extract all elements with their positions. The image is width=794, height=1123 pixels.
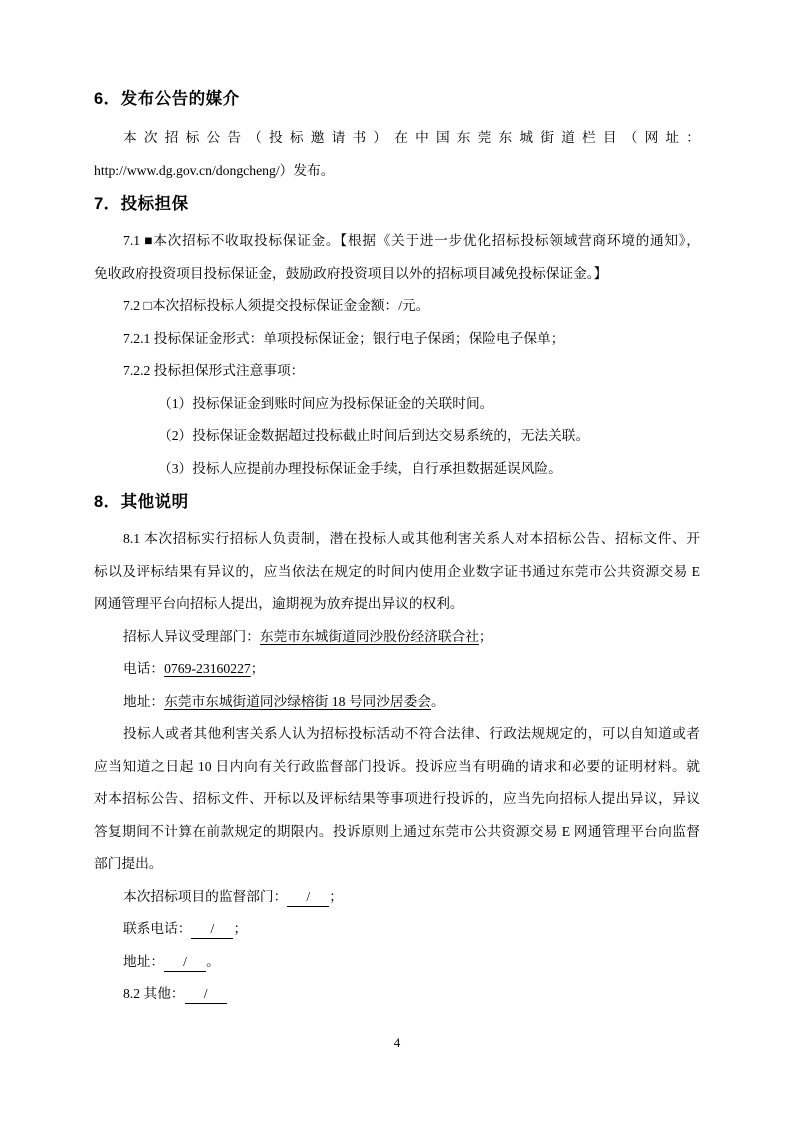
section-8-heading: 8．其他说明 xyxy=(94,493,189,511)
section-6-heading: 6．发布公告的媒介 xyxy=(94,90,240,108)
item-7-2-text: 本次招标投标人须提交投标保证金金额：/元。 xyxy=(151,298,430,313)
address-suffix: 。 xyxy=(431,693,445,709)
address-value: 东莞市东城街道同沙绿榕街 18 号同沙居委会 xyxy=(164,693,431,709)
section-6-paragraph-line-2: http://www.dg.gov.cn/dongcheng/）发布。 xyxy=(94,162,335,178)
phone-suffix: ； xyxy=(250,661,265,676)
supervision-dept-label: 本次招标项目的监督部门： xyxy=(123,888,288,904)
item-8-1-line-2: 标以及评标结果有异议的，应当依法在规定的时间内使用企业数字证书通过东莞市公共资源交易 E xyxy=(94,563,700,579)
phone-value: 0769-23160227 xyxy=(164,661,251,676)
contact-phone-label: 联系电话： xyxy=(123,921,192,936)
checkbox-unchecked-icon: □ xyxy=(143,298,152,313)
note-3-line: （3）投标人应提前办理投标保证金手续，自行承担数据延误风险。 xyxy=(158,460,562,476)
phone-line xyxy=(94,653,700,686)
document-content xyxy=(94,84,700,1011)
item-7-2-2-line: 7.2.2 投标担保形式注意事项： xyxy=(123,363,305,378)
complaint-paragraph-line-3: 对本招标公告、招标文件、开标以及评标结果等事项进行投诉的，应当先向招标人提出异议，异议 xyxy=(94,791,700,806)
item-7-2-1-line: 7.2.1 投标保证金形式：单项投标保证金；银行电子保函；保险电子保单； xyxy=(123,330,565,346)
item-8-2-line xyxy=(94,978,700,1011)
contact-phone-line xyxy=(94,913,700,946)
supervision-address-blank: / xyxy=(164,953,206,972)
item-7-1-line-1 xyxy=(94,225,700,258)
section-7-heading: 7．投标担保 xyxy=(94,195,189,213)
supervision-dept-blank: / xyxy=(287,888,329,907)
complaint-paragraph-line-1: 投标人或者其他利害关系人认为招标投标活动不符合法律、行政法规规定的，可以自知道或者 xyxy=(123,726,700,741)
supervision-address-suffix: 。 xyxy=(206,953,220,969)
objection-dept-value: 东莞市东城街道同沙股份经济联合社 xyxy=(259,628,479,644)
contact-phone-suffix: ； xyxy=(233,921,248,936)
complaint-paragraph-line-5: 部门提出。 xyxy=(94,856,163,871)
item-8-2-label: 8.2 其他： xyxy=(123,986,185,1001)
item-7-1-text: 本次招标不收取投标保证金。【根据《关于进一步优化招标投标领域营商环境的通知》， xyxy=(153,233,700,248)
item-8-2-blank: / xyxy=(185,985,227,1004)
objection-dept-suffix: ； xyxy=(478,628,493,644)
section-6-paragraph-line-1: 本次招标公告（投标邀请书）在中国东莞东城街道栏目（网址： xyxy=(123,130,700,145)
supervision-dept-suffix: ； xyxy=(329,888,343,904)
supervision-address-label: 地址： xyxy=(123,953,165,969)
contact-phone-blank: / xyxy=(191,920,233,939)
note-2-line: （2）投标保证金数据超过投标截止时间后到达交易系统的，无法关联。 xyxy=(158,428,590,443)
page-number: 4 xyxy=(393,1035,401,1050)
supervision-dept-line xyxy=(94,881,700,914)
objection-dept-line xyxy=(94,621,700,654)
item-8-1-line-1: 8.1 本次招标实行招标人负责制，潜在投标人或其他利害关系人对本招标公告、招标文件、开 xyxy=(123,531,700,546)
address-label: 地址： xyxy=(123,693,165,709)
item-7-1-line-2: 免收政府投资项目投标保证金，鼓励政府投资项目以外的招标项目减免投标保证金。】 xyxy=(94,265,608,281)
item-7-2-line xyxy=(94,290,700,323)
item-7-2-number: 7.2 xyxy=(123,298,144,313)
address-line xyxy=(94,686,700,719)
phone-label: 电话： xyxy=(123,661,165,676)
objection-dept-label: 招标人异议受理部门： xyxy=(123,628,260,644)
supervision-address-line xyxy=(94,946,700,979)
complaint-paragraph-line-4: 答复期间不计算在前款规定的期限内。投诉原则上通过东莞市公共资源交易 E 网通管理平台向监督 xyxy=(94,823,700,839)
note-1-line: （1）投标保证金到账时间应为投标保证金的关联时间。 xyxy=(158,395,494,411)
checkbox-checked-icon: ■ xyxy=(144,233,154,248)
item-8-1-line-3: 网通管理平台向招标人提出，逾期视为放弃提出异议的权利。 xyxy=(94,596,464,611)
item-7-1-number: 7.1 xyxy=(123,233,145,248)
complaint-paragraph-line-2: 应当知道之日起 10 日内向有关行政监督部门投诉。投诉应当有明确的请求和必要的证明材料。就 xyxy=(94,758,700,774)
